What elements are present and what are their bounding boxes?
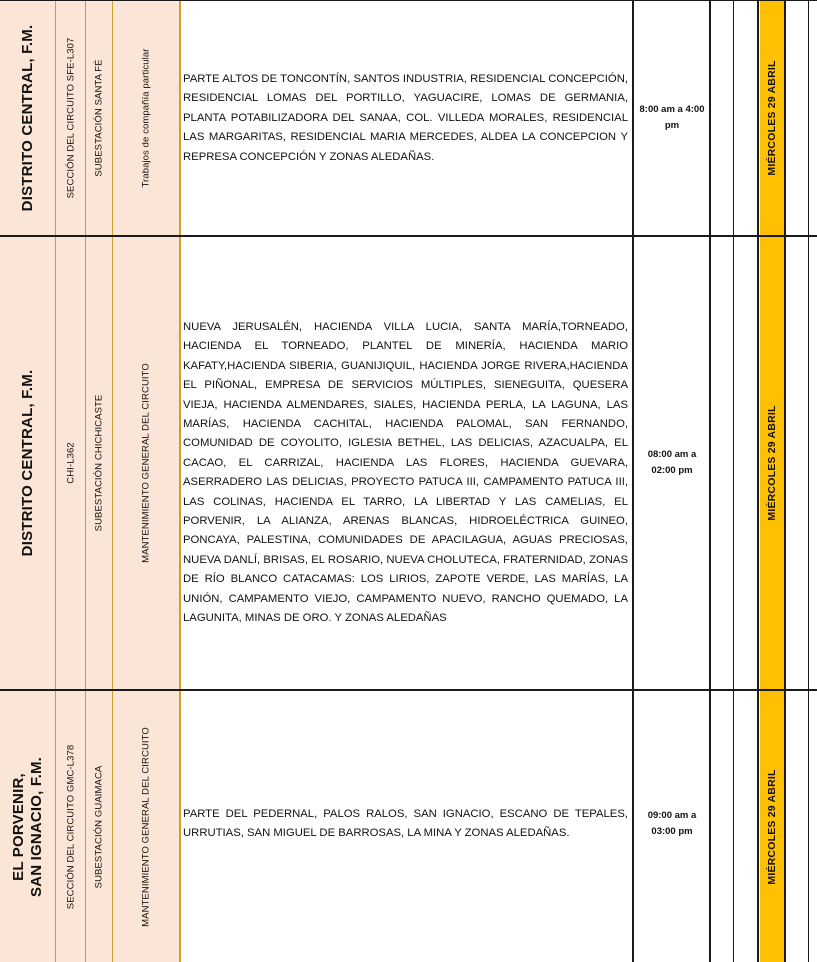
date-label: MIÉRCOLES 29 ABRIL: [766, 59, 778, 176]
zone-cell: [0, 691, 56, 962]
circuit-cell: [56, 0, 86, 235]
substation-cell: [86, 237, 113, 689]
row-divider: [0, 689, 817, 691]
row-divider: [0, 235, 817, 237]
column-divider: [808, 0, 809, 962]
circuit-label: SECCIÓN DEL CIRCUITO SFE-L307: [65, 37, 76, 198]
zone-label-line: SAN IGNACIO, F.M.: [27, 756, 45, 897]
substation-label: SUBESTACIÓN GUAIMACA: [93, 765, 105, 888]
circuit-label: SECCIÓN DEL CIRCUITO GMC-L378: [65, 744, 76, 909]
substation-label: SUBESTACIÓN SANTA FÉ: [93, 58, 105, 177]
work-type-cell: [113, 0, 181, 235]
column-divider: [709, 0, 711, 962]
circuit-cell: [56, 691, 86, 962]
date-label: MIÉRCOLES 29 ABRIL: [766, 405, 778, 521]
schedule-time: 09:00 am a 03:00 pm: [647, 810, 697, 837]
affected-areas-text: NUEVA JERUSALÉN, HACIENDA VILLA LUCIA, SANTA MARÍA,TORNEADO, HACIENDA EL TORNEADO, PLANTEL DE MINERÍA, HACIENDA MARIO KAFATY,HACIENDA SIBERIA, GUANIJIQUIL, HACIENDA JORGE RIVERA,HACIENDA EL PIÑONAL, EMPRESA DE SERVICIOS MÚLTIPLES, SIENEGUITA, QUESERA VIEJA, HACIENDA ALMENDARES, SIALES, HACIENDA PERLA, LA LAGUNA, LAS MARÍAS, HACIENDA CACHITAL, HACIENDA PALOMAL, SAN FERNANDO, COMUNIDAD DE COYOLITO, IGLESIA BETHEL, LAS DELICIAS, AZACUALPA, EL CACAO, EL CARRIZAL, HACIENDA LAS FLORES, HACIENDA GUEVARA, ASERRADERO LAS DELICIAS, PROYECTO PATUCA III, CAMPAMENTO PATUCA III, LAS COLINAS, HACIENDA EL TARRO, LA LIBERTAD Y LAS CAMELIAS, EL PORVENIR, LA ALIANZA, ARENAS BLANCAS, HIDROELÉCTRICA GUINEO, PONCAYA, PALESTINA, COMUNIDADES DE APACILAGUA, AGUAS PRECIOSAS, NUEVA DANLÍ, BRISAS, EL ROSARIO, NUEVA CHOLUTECA, FRATERNIDAD, ZONAS DE RÍO BLANCO CATACAMAS: LOS LIRIOS, ZAPOTE VERDE, LAS MARÍAS, LA UNIÓN, CAMPAMENTO VIEJO, CAMPAMENTO NUEVO, RANCHO QUEMADO, LA LAGUNITA, MINAS DE ORO. Y ZONAS ALEDAÑAS: [183, 321, 628, 625]
column-divider: [733, 0, 734, 962]
schedule-time: 08:00 am a 02:00 pm: [647, 449, 697, 476]
date-label: MIÉRCOLES 29 ABRIL: [766, 768, 778, 885]
zone-cell: [0, 0, 56, 235]
circuit-cell: [56, 237, 86, 689]
schedule-time: 8:00 am a 4:00 pm: [639, 104, 705, 131]
column-divider: [757, 0, 759, 962]
substation-label: SUBESTACIÓN CHICHICASTE: [93, 394, 105, 532]
date-cell: [760, 0, 784, 235]
substation-cell: [86, 691, 113, 962]
work-type-label: Trabajos de compañía particular: [140, 48, 152, 187]
affected-areas-text: PARTE DEL PEDERNAL, PALOS RALOS, SAN IGNACIO, ESCANO DE TEPALES, URRUTIAS, SAN MIGUEL DE BARROSAS, LA MINA Y ZONAS ALEDAÑAS.: [183, 808, 628, 840]
work-type-label: MANTENIMIENTO GENERAL DEL CIRCUITO: [140, 726, 152, 927]
zone-label: DISTRITO CENTRAL, F.M.: [18, 369, 36, 557]
date-cell: [760, 237, 784, 689]
zone-cell: [0, 237, 56, 689]
substation-cell: [86, 0, 113, 235]
circuit-label: CHI-L362: [65, 442, 76, 484]
zone-label: DISTRITO CENTRAL, F.M.: [18, 24, 36, 211]
date-cell: [760, 691, 784, 962]
zone-label: [10, 756, 46, 896]
zone-label-line: EL PORVENIR,: [9, 772, 27, 881]
affected-areas-text: PARTE ALTOS DE TONCONTÍN, SANTOS INDUSTRIA, RESIDENCIAL CONCEPCIÓN, RESIDENCIAL LOMAS DEL PORTILLO, YAGUACIRE, LOMAS DE GERMANIA, PLANTA POTABILIZADORA DEL SANAA, COL. VILLEDA MORALES, RESIDENCIAL LAS MARGARITAS, RESIDENCIAL MARIA MERCEDES, ALDEA LA CONCEPCION Y REPRESA CONCEPCIÓN Y ZONAS ALEDAÑAS.: [183, 73, 628, 163]
work-type-cell: [113, 237, 181, 689]
work-type-cell: [113, 691, 181, 962]
row-divider: [0, 0, 817, 1]
work-type-label: MANTENIMIENTO GENERAL DEL CIRCUITO: [140, 363, 152, 563]
column-divider: [784, 0, 786, 962]
column-divider: [632, 0, 634, 962]
